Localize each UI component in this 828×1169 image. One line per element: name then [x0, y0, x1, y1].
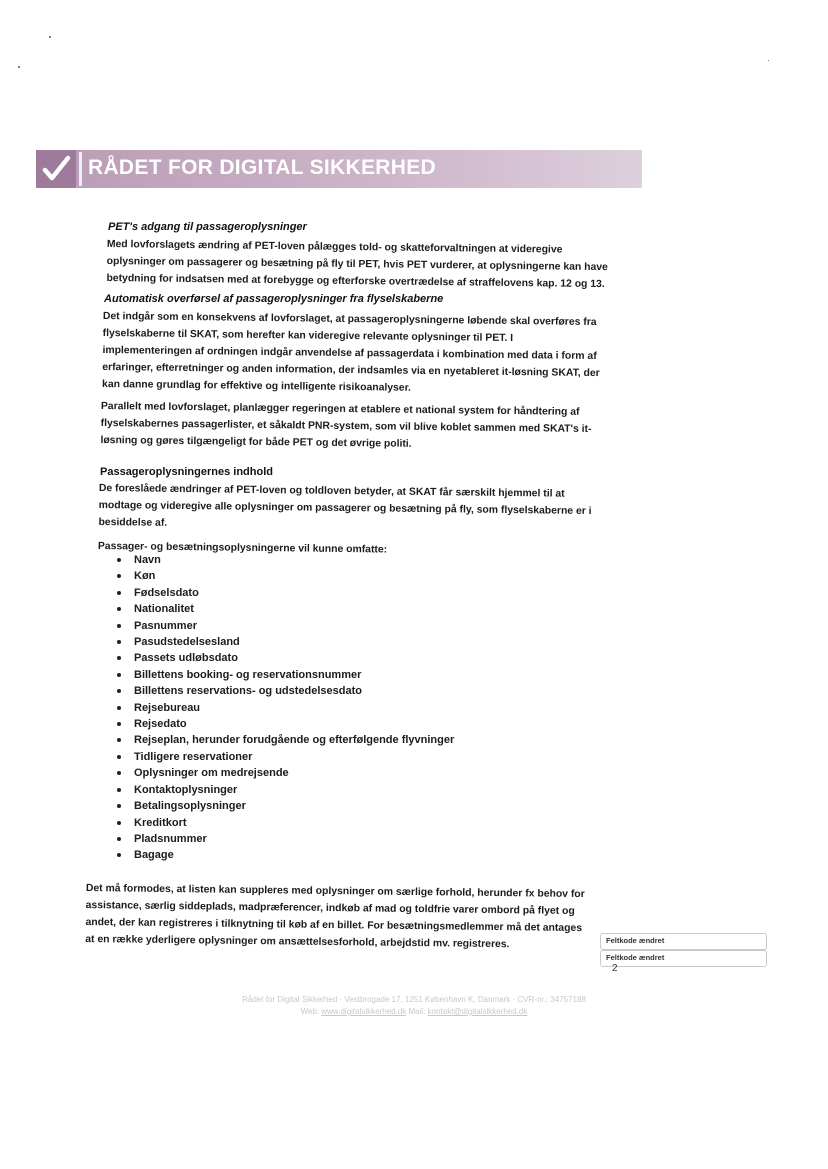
section-heading: PET's adgang til passageroplysninger: [108, 221, 307, 233]
list-item: Køn: [117, 568, 454, 584]
text-line: besiddelse af.: [98, 516, 168, 529]
list-item: Navn: [117, 552, 454, 568]
list-item: Fødselsdato: [117, 585, 454, 601]
text-line: implementeringen af ordningen indgår anvendelse af passagerdata i kombination med data i form af: [102, 344, 597, 363]
text-line: oplysninger om passagerer og besætning på fly til PET, hvis PET vurderer, at oplysningerne kan have: [106, 255, 608, 274]
text-line: Med lovforslagets ændring af PET-loven pålægges told- og skatteforvaltningen at videregive: [106, 238, 563, 256]
check-logo: [36, 150, 76, 188]
list-item: Billettens reservations- og udstedelsesdato: [117, 683, 454, 699]
paragraph: [102, 308, 601, 399]
margin-note-label: Feltkode ændret: [606, 936, 665, 945]
list-item: Pasudstedelsesland: [117, 634, 454, 650]
paragraph: [106, 236, 608, 293]
banner-divider: [79, 152, 82, 186]
footer-mail-label: Mail:: [406, 1007, 428, 1016]
section-heading: Passageroplysningernes indhold: [100, 466, 273, 478]
list-item: Passets udløbsdato: [117, 650, 454, 666]
paragraph: [100, 398, 591, 455]
text-line: Det må formodes, at listen kan suppleres med oplysninger om særlige forhold, herunder fx behov for: [85, 882, 585, 901]
paragraph: [98, 480, 592, 537]
text-line: at en række yderligere oplysninger om ansættelsesforhold, arbejdstid mv. registreres.: [85, 933, 510, 951]
text-line: Passager- og besætningsoplysningerne vil kunne omfatte:: [97, 540, 388, 556]
scan-speck: [49, 36, 51, 38]
list-item: Pasnummer: [117, 618, 454, 634]
text-line: erfaringer, efterretninger og anden information, der indsamles via en nyetableret it-løsning SKAT, der: [102, 361, 600, 380]
text-line: Parallelt med lovforslaget, planlægger regeringen at etablere et national system for håndtering af: [100, 400, 580, 418]
footer-contact: [0, 1007, 828, 1016]
list-item: Kontaktoplysninger: [117, 782, 454, 798]
text-line: andet, der kan registreres i tilknytning til køb af en billet. For besætningsmedlemmer må det antages: [85, 916, 583, 935]
text-line: modtage og videregive alle oplysninger om passagerer og besætning på fly, som flyselskaberne er i: [98, 499, 592, 518]
text-line: flyselskaberne til SKAT, som herefter kan videregive relevante oplysninger til PET. I: [102, 327, 514, 345]
text-line: kan danne grundlag for effektive og intelligente risikoanalyser.: [101, 378, 412, 394]
passenger-data-list: [117, 552, 454, 864]
list-item: Betalingsoplysninger: [117, 798, 454, 814]
checkmark-icon: [41, 154, 71, 184]
banner-title: RÅDET FOR DIGITAL SIKKERHED: [88, 156, 436, 179]
text-line: De foreslåede ændringer af PET-loven og toldloven betyder, at SKAT får særskilt hjemmel til at: [98, 482, 565, 500]
text-line: betydning for indsatsen med at forebygge og efterforske overtrædelse af straffelovens kap. 12 og 13.: [106, 272, 605, 291]
page-number: 2: [612, 963, 618, 974]
text-line: Det indgår som en konsekvens af lovforslaget, at passageroplysningerne løbende skal overføres fra: [102, 310, 597, 329]
list-item: Kreditkort: [117, 815, 454, 831]
list-item: Rejsebureau: [117, 700, 454, 716]
list-item: Rejseplan, herunder forudgående og efterfølgende flyvninger: [117, 732, 454, 748]
margin-note[interactable]: [600, 950, 767, 967]
margin-note[interactable]: [600, 933, 767, 950]
text-line: assistance, særlig siddeplads, madpræferencer, indkøb af mad og toldfrie varer ombord på flyet og: [85, 899, 575, 917]
list-item: Tidligere reservationer: [117, 749, 454, 765]
list-item: Billettens booking- og reservationsnummer: [117, 667, 454, 683]
closing-paragraph: [85, 880, 585, 954]
section-heading: Automatisk overførsel af passageroplysninger fra flyselskaberne: [104, 293, 444, 305]
list-item: Bagage: [117, 847, 454, 863]
text-line: løsning og gøres tilgængeligt for både PET og det øvrige politi.: [100, 434, 412, 450]
list-item: Pladsnummer: [117, 831, 454, 847]
footer-mail-link[interactable]: kontakt@digitalsikkerhed.dk: [427, 1007, 528, 1016]
footer-address: Rådet for Digital Sikkerhed · Vestbrogade 17, 1251 København K, Danmark · CVR-nr.: 34757188: [242, 995, 586, 1004]
list-item: Rejsedato: [117, 716, 454, 732]
footer-web-label: Web:: [300, 1007, 322, 1016]
footer-web-link[interactable]: www.digitalsikkerhed.dk: [321, 1007, 407, 1016]
margin-note-label: Feltkode ændret: [606, 953, 665, 962]
list-item: Nationalitet: [117, 601, 454, 617]
scan-speck: [18, 66, 20, 68]
text-line: flyselskabernes passagerlister, et såkaldt PNR-system, som vil blive koblet sammen med SKAT's it-: [100, 417, 592, 435]
scan-speck: [768, 60, 769, 61]
list-item: Oplysninger om medrejsende: [117, 765, 454, 781]
